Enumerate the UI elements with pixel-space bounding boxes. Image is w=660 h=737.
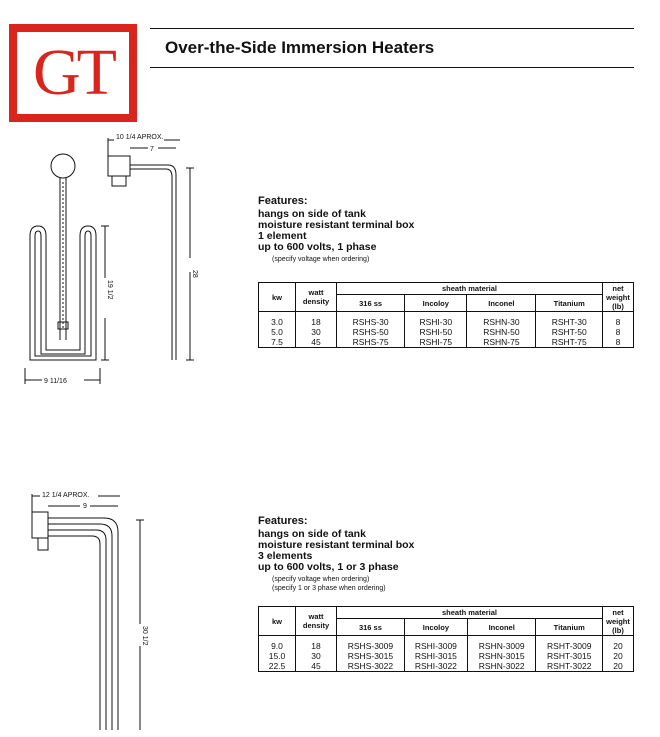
features-block-1 — [258, 196, 414, 264]
features-block-2 — [258, 516, 414, 593]
header-net-weight: net weight (lb) — [603, 283, 634, 312]
table-row — [259, 641, 634, 651]
cell-kw: 5.0 — [259, 327, 296, 337]
cell-weight: 8 — [603, 327, 634, 337]
cell-model: RSHN-3015 — [467, 651, 536, 661]
cell-model: RSHS-50 — [337, 327, 405, 337]
table-row — [259, 327, 634, 337]
dim-label: 30 1/2 — [141, 626, 148, 646]
cell-model: RSHT-3022 — [536, 661, 603, 672]
terminal-head — [51, 154, 75, 178]
dim-label: 28 — [191, 270, 198, 278]
header-material: Inconel — [467, 619, 536, 636]
dim-label: 9 11/16 — [44, 378, 67, 385]
cell-watt: 30 — [296, 327, 337, 337]
header-watt-density: watt density — [296, 283, 337, 312]
ordering-note: (specify voltage when ordering) — [272, 576, 370, 583]
ordering-note: (specify 1 or 3 phase when ordering) — [272, 585, 386, 592]
cell-weight: 20 — [603, 661, 634, 672]
cell-kw: 22.5 — [259, 661, 296, 672]
cell-model: RSHN-30 — [467, 317, 536, 327]
dim-label: 9 — [83, 503, 87, 510]
features-title: Features: — [258, 195, 308, 207]
cell-watt: 45 — [296, 337, 337, 348]
header-material: Titanium — [536, 619, 603, 636]
feature-line: 3 elements — [258, 550, 313, 562]
feature-line: hangs on side of tank — [258, 528, 366, 540]
heater-drawing-1 — [25, 138, 194, 384]
logo-text: GT — [33, 36, 113, 109]
heater-drawing-2 — [32, 494, 144, 730]
cell-model: RSHI-3022 — [404, 661, 467, 672]
cell-kw: 9.0 — [259, 641, 296, 651]
dim-label: 10 1/4 APROX. — [116, 134, 164, 141]
dim-label: 12 1/4 APROX. — [42, 492, 90, 499]
cell-model: RSHT-3015 — [536, 651, 603, 661]
cell-model: RSHS-3009 — [337, 641, 405, 651]
cell-model: RSHI-50 — [405, 327, 467, 337]
feature-line: up to 600 volts, 1 phase — [258, 241, 377, 253]
cell-model: RSHN-3009 — [467, 641, 536, 651]
cell-model: RSHS-3022 — [337, 661, 405, 672]
feature-line: 1 element — [258, 230, 307, 242]
header-material: Incoloy — [405, 295, 467, 312]
table-row — [259, 661, 634, 672]
cell-weight: 20 — [603, 641, 634, 651]
feature-line: moisture resistant terminal box — [258, 219, 415, 231]
spec-table-1 — [258, 282, 634, 348]
cell-kw: 7.5 — [259, 337, 296, 348]
cell-watt: 30 — [296, 651, 337, 661]
cell-model: RSHN-50 — [467, 327, 536, 337]
header-net-weight: net weight (lb) — [603, 607, 634, 636]
cell-weight: 20 — [603, 651, 634, 661]
cell-model: RSHT-75 — [536, 337, 603, 348]
cell-watt: 18 — [296, 317, 337, 327]
cell-model: RSHI-30 — [405, 317, 467, 327]
cell-watt: 18 — [296, 641, 337, 651]
page-title: Over-the-Side Immersion Heaters — [165, 38, 435, 57]
header-material: Titanium — [536, 295, 603, 312]
dim-label: 7 — [150, 146, 154, 153]
cell-model: RSHI-75 — [405, 337, 467, 348]
cell-model: RSHN-3022 — [467, 661, 536, 672]
table-row — [259, 317, 634, 327]
header-sheath-material: sheath material — [337, 607, 603, 619]
dim-label: 19 1/2 — [106, 280, 113, 300]
ordering-note: (specify voltage when ordering) — [272, 256, 370, 263]
header-material: 316 ss — [337, 295, 405, 312]
cell-model: RSHN-75 — [467, 337, 536, 348]
cell-model: RSHS-75 — [337, 337, 405, 348]
header-watt-density: watt density — [296, 607, 337, 636]
features-title: Features: — [258, 515, 308, 527]
header-material: Inconel — [467, 295, 536, 312]
cell-kw: 15.0 — [259, 651, 296, 661]
header-sheath-material: sheath material — [337, 283, 603, 295]
cell-model: RSHT-3009 — [536, 641, 603, 651]
cell-watt: 45 — [296, 661, 337, 672]
cell-model: RSHI-3009 — [404, 641, 467, 651]
feature-line: up to 600 volts, 1 or 3 phase — [258, 561, 399, 573]
cell-model: RSHS-3015 — [337, 651, 405, 661]
cell-model: RSHI-3015 — [404, 651, 467, 661]
cell-model: RSHT-30 — [536, 317, 603, 327]
header-kw: kw — [259, 283, 296, 312]
cell-weight: 8 — [603, 337, 634, 348]
cell-kw: 3.0 — [259, 317, 296, 327]
cell-weight: 8 — [603, 317, 634, 327]
header-material: 316 ss — [337, 619, 405, 636]
spec-table-2 — [258, 606, 634, 672]
table-row — [259, 651, 634, 661]
header-material: Incoloy — [404, 619, 467, 636]
header-kw: kw — [259, 607, 296, 636]
feature-line: hangs on side of tank — [258, 208, 366, 220]
cell-model: RSHS-30 — [337, 317, 405, 327]
feature-line: moisture resistant terminal box — [258, 539, 415, 551]
table-row — [259, 337, 634, 348]
cell-model: RSHT-50 — [536, 327, 603, 337]
